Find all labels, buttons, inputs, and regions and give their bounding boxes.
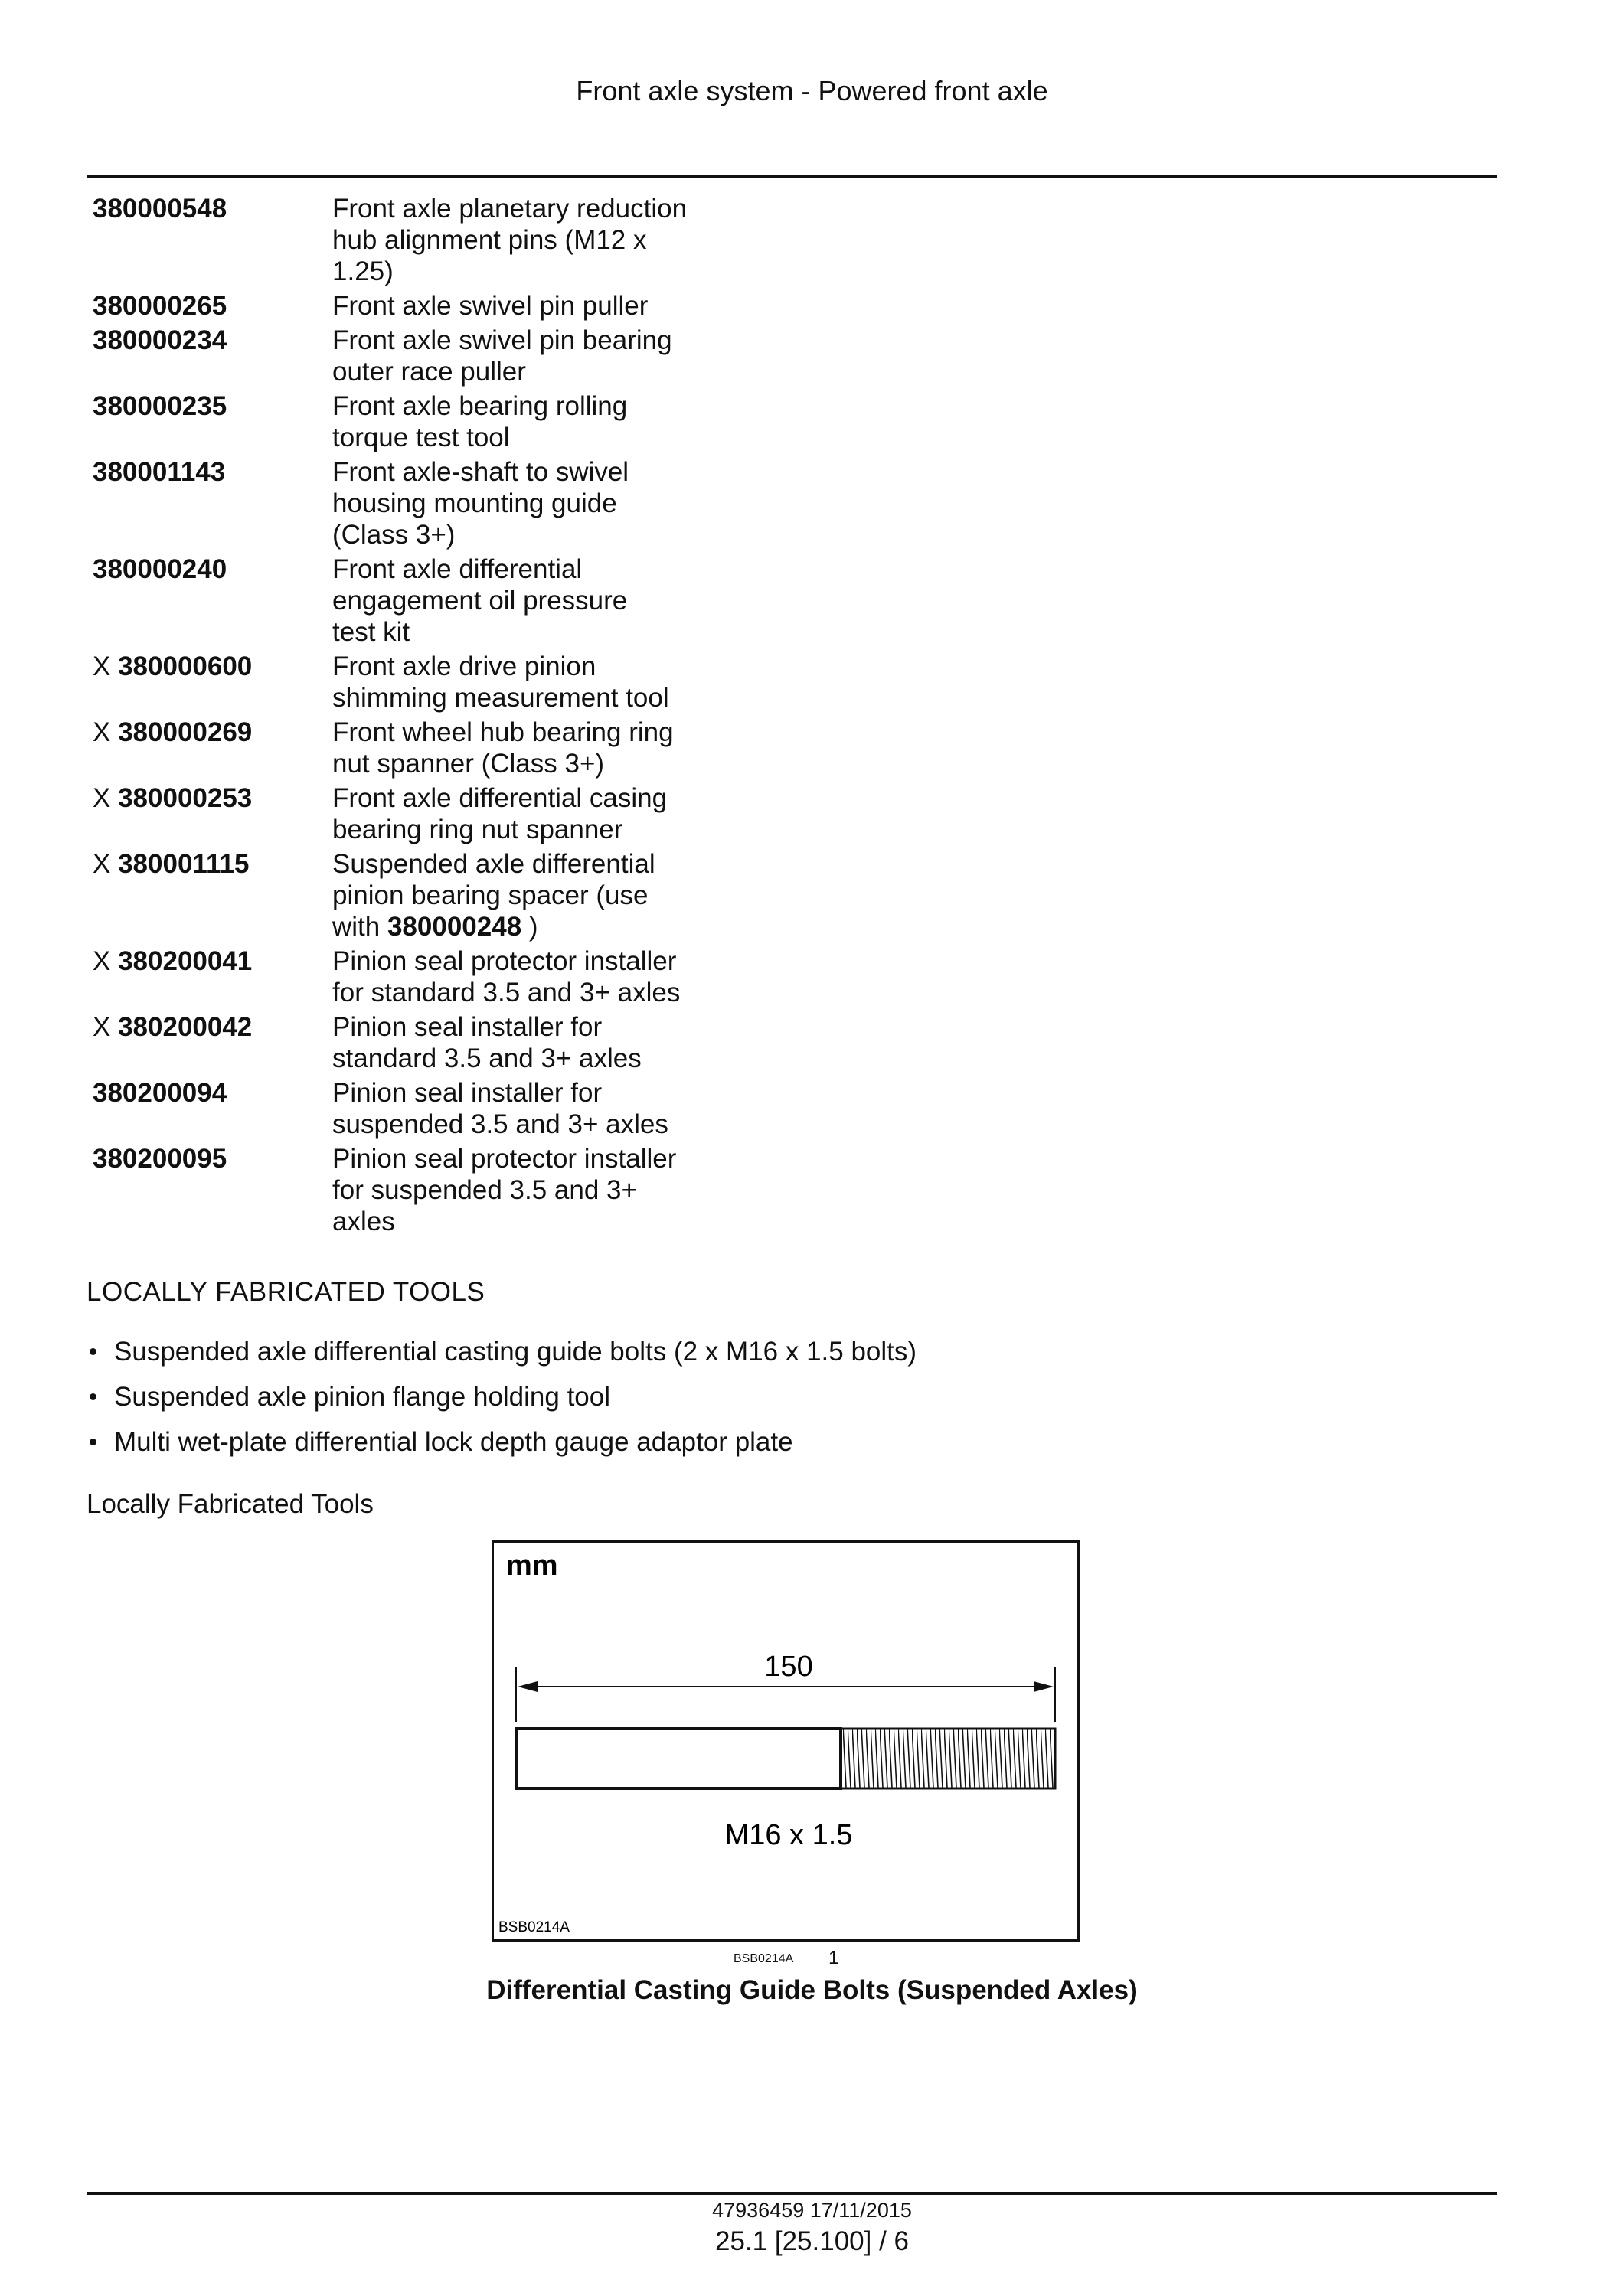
tool-code: 380001115 xyxy=(118,849,250,879)
tool-description xyxy=(332,717,792,779)
tool-description-line: Pinion seal protector installer xyxy=(332,1144,677,1174)
tool-description xyxy=(332,390,792,453)
tool-code: 380000240 xyxy=(93,554,227,584)
tool-description-line: with 380000248 ) xyxy=(332,912,538,942)
tool-description-line: pinion bearing spacer (use xyxy=(332,880,649,910)
tool-code-cell xyxy=(93,290,322,322)
tool-description xyxy=(332,325,792,387)
table-row xyxy=(93,1011,858,1074)
list-item: Multi wet-plate differential lock depth gauge adaptor plate xyxy=(87,1426,917,1458)
tool-code: 380000548 xyxy=(93,194,227,224)
footer-doc-ref: 47936459 17/11/2015 xyxy=(712,2199,912,2222)
tool-description-line: bearing ring nut spanner xyxy=(332,815,623,844)
list-item: Suspended axle pinion flange holding tool xyxy=(87,1381,917,1413)
table-row xyxy=(93,456,858,550)
sub-heading: Locally Fabricated Tools xyxy=(87,1489,374,1519)
arrowhead-left-icon xyxy=(518,1681,538,1692)
arrowhead-right-icon xyxy=(1034,1681,1054,1692)
list-item: Suspended axle differential casting guide bolts (2 x M16 x 1.5 bolts) xyxy=(87,1336,917,1367)
tool-code-cell xyxy=(93,717,322,748)
tool-description-line: test kit xyxy=(332,617,410,647)
tool-code-cell xyxy=(93,651,322,682)
table-row xyxy=(93,290,858,322)
tool-code: 380000269 xyxy=(118,717,253,747)
unit-label: mm xyxy=(506,1550,558,1582)
tool-description-line: Front wheel hub bearing ring xyxy=(332,717,674,747)
figure-caption: Differential Casting Guide Bolts (Suspended Axles) xyxy=(486,1975,1138,2005)
tool-description xyxy=(332,1011,792,1074)
tool-code-cell xyxy=(93,554,322,585)
special-tools-table xyxy=(93,193,858,1240)
tool-description-line: Pinion seal protector installer xyxy=(332,946,677,976)
bolt-thread xyxy=(841,1729,1055,1788)
tool-description-line: suspended 3.5 and 3+ axles xyxy=(332,1109,668,1139)
tool-description-line: axles xyxy=(332,1207,395,1236)
tool-description-line: shimming measurement tool xyxy=(332,683,669,713)
tool-description-line: 1.25) xyxy=(332,256,394,286)
fabricated-tools-list xyxy=(87,1336,917,1471)
bolt-shank xyxy=(516,1729,841,1788)
tool-code-cell xyxy=(93,193,322,224)
tool-description-line: (Class 3+) xyxy=(332,520,456,550)
table-row xyxy=(93,946,858,1008)
footer-page-number: 25.1 [25.100] / 6 xyxy=(715,2226,909,2256)
tool-code: 380000235 xyxy=(93,391,227,421)
figure-ref: BSB0214A xyxy=(734,1952,794,1965)
tool-code-cell xyxy=(93,1077,322,1109)
section-title: LOCALLY FABRICATED TOOLS xyxy=(87,1277,485,1307)
table-row xyxy=(93,717,858,779)
footer-rule xyxy=(87,2192,1497,2195)
tool-description-line: Front axle differential xyxy=(332,554,583,584)
tool-prefix: X xyxy=(93,1012,119,1042)
tool-code: 380200095 xyxy=(93,1144,227,1174)
figure-number: 1 xyxy=(828,1948,839,1968)
tool-description xyxy=(332,456,792,550)
tool-description-line: Front axle differential casing xyxy=(332,783,668,813)
tool-description xyxy=(332,946,792,1008)
tool-code-cell xyxy=(93,946,322,977)
tool-description xyxy=(332,554,792,648)
tool-code-cell xyxy=(93,325,322,356)
tool-description-line: nut spanner (Class 3+) xyxy=(332,749,605,779)
tool-description-line: outer race puller xyxy=(332,357,526,387)
tool-description xyxy=(332,1143,792,1237)
tool-code-cell xyxy=(93,1143,322,1174)
header-rule xyxy=(87,175,1497,178)
tool-code: 380000253 xyxy=(118,783,253,813)
page-header-title: Front axle system - Powered front axle xyxy=(576,75,1048,106)
bullet-icon xyxy=(90,1439,96,1445)
tool-description-line: Front axle drive pinion xyxy=(332,652,596,681)
tool-description xyxy=(332,193,792,287)
tool-code: 380200041 xyxy=(118,946,253,976)
tool-code: 380000600 xyxy=(118,652,253,681)
referenced-tool-code: 380000248 xyxy=(387,912,522,942)
tool-code: 380200042 xyxy=(118,1012,253,1042)
table-row xyxy=(93,782,858,845)
tool-description-line: housing mounting guide xyxy=(332,488,617,518)
tool-description-line: Front axle-shaft to swivel xyxy=(332,457,629,487)
tool-description-line: for standard 3.5 and 3+ axles xyxy=(332,978,681,1008)
tool-description xyxy=(332,651,792,714)
thread-label: M16 x 1.5 xyxy=(724,1819,853,1851)
tool-description-line: standard 3.5 and 3+ axles xyxy=(332,1043,642,1073)
table-row xyxy=(93,193,858,287)
table-row xyxy=(93,390,858,453)
tool-code-cell xyxy=(93,848,322,880)
tool-prefix: X xyxy=(93,783,119,813)
guide-bolt-figure xyxy=(492,1540,1080,1942)
table-row xyxy=(93,651,858,714)
tool-description-line: Front axle swivel pin bearing xyxy=(332,325,672,355)
bullet-icon xyxy=(90,1348,96,1355)
tool-description-line: hub alignment pins (M12 x xyxy=(332,225,647,255)
table-row xyxy=(93,325,858,387)
tool-code-cell xyxy=(93,390,322,422)
table-row xyxy=(93,554,858,648)
dimension-label: 150 xyxy=(764,1651,813,1683)
tool-description-line: Front axle swivel pin puller xyxy=(332,291,649,321)
tool-prefix: X xyxy=(93,946,119,976)
table-row xyxy=(93,848,858,942)
tool-description-line: Pinion seal installer for xyxy=(332,1078,603,1108)
tool-description xyxy=(332,1077,792,1140)
tool-code-cell xyxy=(93,1011,322,1043)
tool-prefix: X xyxy=(93,652,119,681)
tool-code: 380000234 xyxy=(93,325,227,355)
tool-description-line: torque test tool xyxy=(332,423,510,452)
table-row xyxy=(93,1077,858,1140)
bullet-icon xyxy=(90,1393,96,1400)
tool-description-line: engagement oil pressure xyxy=(332,586,628,616)
tool-code: 380200094 xyxy=(93,1078,227,1108)
tool-code: 380001143 xyxy=(93,457,226,487)
tool-code-cell xyxy=(93,456,322,488)
tool-description-line: Suspended axle differential xyxy=(332,849,655,879)
figure-ref-inside: BSB0214A xyxy=(498,1919,570,1935)
tool-description-line: Pinion seal installer for xyxy=(332,1012,603,1042)
tool-description-line: Front axle bearing rolling xyxy=(332,391,628,421)
table-row xyxy=(93,1143,858,1237)
tool-code: 380000265 xyxy=(93,291,227,321)
tool-code-cell xyxy=(93,782,322,814)
tool-prefix: X xyxy=(93,849,119,879)
tool-prefix: X xyxy=(93,717,119,747)
tool-description-line: for suspended 3.5 and 3+ xyxy=(332,1175,637,1205)
tool-description xyxy=(332,848,792,942)
guide-bolt-drawing xyxy=(494,1543,1077,1939)
tool-description-line: Front axle planetary reduction xyxy=(332,194,688,224)
tool-description xyxy=(332,290,792,322)
tool-description xyxy=(332,782,792,845)
